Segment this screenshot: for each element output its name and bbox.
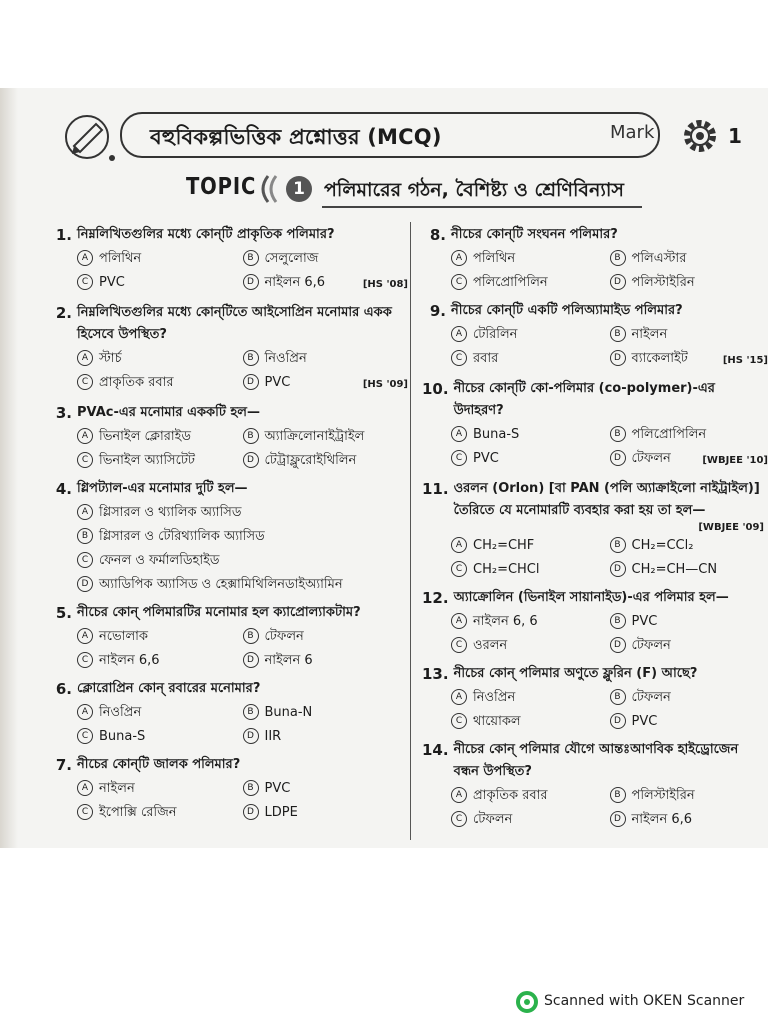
option-letter-icon: C — [77, 552, 93, 568]
question-number: 12. — [422, 589, 449, 607]
options-grid — [422, 325, 768, 371]
option-text: টেরিলিন — [473, 327, 518, 342]
question-text: নিম্নলিখিতগুলির মধ্যে কোন্‌টি প্রাকৃতিক পলিমার? — [77, 227, 335, 242]
option-letter-icon: C — [451, 561, 467, 577]
question-block — [422, 739, 768, 830]
option-text: PVC — [264, 375, 291, 390]
option-letter-icon: B — [610, 537, 626, 553]
question-head — [48, 754, 408, 776]
option-item — [243, 727, 409, 747]
option-letter-icon: B — [243, 780, 259, 796]
option-item — [243, 349, 409, 369]
question-head — [422, 739, 768, 783]
right-column — [422, 224, 768, 837]
question-number: 8. — [429, 226, 446, 244]
option-text: পলিপ্রোপিলিন — [631, 427, 707, 442]
option-item — [451, 325, 610, 345]
option-text: সেলুলোজ — [264, 251, 319, 266]
option-letter-icon: A — [77, 780, 93, 796]
question-head — [48, 602, 408, 624]
option-text: নাইলন 6,6 — [99, 653, 160, 668]
question-head — [422, 663, 768, 685]
option-item — [451, 425, 610, 445]
option-text: Buna-S — [99, 729, 146, 744]
option-letter-icon: A — [451, 537, 467, 553]
mark-label: Mark — [610, 122, 655, 143]
option-item — [451, 349, 610, 371]
option-item — [451, 249, 610, 269]
question-text: অ্যাক্রোলিন (ভিনাইল সায়ানাইড)-এর পলিমার হল— — [453, 590, 729, 605]
question-number: 3. — [55, 404, 72, 422]
option-item — [610, 536, 768, 556]
option-text: টেফলন — [264, 629, 304, 644]
option-text: নাইলন 6,6 — [631, 812, 693, 827]
option-text: ইপোক্সি রেজিন — [99, 805, 177, 820]
option-letter-icon: B — [243, 628, 259, 644]
option-letter-icon: A — [77, 704, 93, 720]
option-item — [243, 249, 409, 269]
option-letter-icon: C — [451, 637, 467, 653]
option-text: টেফলন — [631, 638, 671, 653]
question-block — [48, 678, 408, 747]
option-text: পলিথিন — [473, 251, 516, 266]
option-item — [77, 349, 243, 369]
question-block — [48, 478, 408, 595]
option-letter-icon: D — [243, 374, 259, 390]
option-item — [243, 273, 409, 295]
topic-underline — [322, 206, 642, 208]
option-letter-icon: A — [451, 787, 467, 803]
option-text: CH₂=CCl₂ — [631, 538, 694, 553]
option-letter-icon: D — [243, 652, 259, 668]
option-item — [451, 786, 610, 806]
question-text: নীচের কোন্‌ পলিমার যৌগে আন্তঃআণবিক হাইড্রোজেন বন্ধন উপস্থিত? — [453, 742, 739, 779]
options-grid — [48, 703, 408, 747]
question-block — [48, 402, 408, 471]
option-text: পলিপ্রোপিলিন — [473, 275, 548, 290]
option-letter-icon: D — [243, 728, 259, 744]
option-letter-icon: A — [451, 689, 467, 705]
option-item — [243, 779, 409, 799]
option-text: PVC — [473, 451, 499, 466]
options-grid — [48, 503, 408, 595]
option-item — [451, 612, 610, 632]
option-letter-icon: D — [610, 350, 626, 366]
option-text: পলিএস্টার — [631, 251, 687, 266]
option-text: CH₂=CHCl — [473, 562, 540, 577]
option-text: নাইলন 6,6 — [264, 275, 326, 290]
option-text: গ্লিসারল ও টেরিথ্যালিক অ্যাসিড — [99, 529, 265, 544]
question-text: নিম্নলিখিতগুলির মধ্যে কোন্‌টিতে আইসোপ্রিন মনোমার একক হিসেবে উপস্থিত? — [77, 305, 392, 342]
option-letter-icon: B — [610, 787, 626, 803]
question-text: গ্লিপট্যাল-এর মনোমার দুটি হল— — [77, 481, 248, 496]
option-letter-icon: C — [77, 274, 93, 290]
question-head — [48, 678, 408, 700]
pencil-icon — [62, 112, 116, 162]
option-letter-icon: D — [243, 274, 259, 290]
option-item — [610, 349, 768, 371]
option-letter-icon: C — [451, 350, 467, 366]
question-source: [WBJEE '09] — [698, 522, 764, 533]
option-letter-icon: A — [77, 628, 93, 644]
option-item — [451, 536, 610, 556]
question-block — [48, 754, 408, 823]
option-letter-icon: B — [610, 613, 626, 629]
question-number: 14. — [422, 741, 449, 759]
option-letter-icon: A — [451, 326, 467, 342]
option-letter-icon: C — [77, 452, 93, 468]
option-item — [610, 612, 768, 632]
option-text: অ্যাডিপিক অ্যাসিড ও হেক্সামিথিলিনডাইঅ্যামিন — [99, 577, 343, 592]
option-letter-icon: A — [77, 428, 93, 444]
question-number: 6. — [55, 680, 72, 698]
scanner-text: Scanned with OKEN Scanner — [544, 993, 745, 1009]
option-letter-icon: A — [77, 250, 93, 266]
question-text: ওরলন (Orlon) [বা PAN (পলি অ্যাক্রাইলো নাইট্রাইল)] তৈরিতে যে মনোমারটি ব্যবহার করা হয় তা হল— — [453, 481, 760, 518]
option-item — [610, 325, 768, 345]
option-letter-icon: B — [243, 704, 259, 720]
option-letter-icon: B — [243, 428, 259, 444]
question-block — [422, 587, 768, 656]
question-head — [422, 224, 768, 246]
option-item — [451, 449, 610, 471]
option-item — [77, 527, 408, 547]
scanner-logo-icon — [516, 991, 538, 1013]
question-block — [48, 224, 408, 295]
options-grid — [422, 249, 768, 293]
option-item — [610, 425, 768, 445]
option-source: [HS '15] — [722, 355, 768, 366]
question-number: 9. — [429, 302, 446, 320]
mark-value: 1 — [728, 124, 742, 148]
option-item — [610, 810, 768, 830]
option-item — [243, 803, 409, 823]
options-grid — [48, 427, 408, 471]
question-text: PVAc-এর মনোমার এককটি হল— — [77, 405, 260, 420]
option-item — [610, 712, 768, 732]
question-block — [422, 378, 768, 471]
option-letter-icon: B — [243, 250, 259, 266]
option-item — [77, 703, 243, 723]
option-letter-icon: A — [451, 613, 467, 629]
option-letter-icon: C — [451, 450, 467, 466]
option-letter-icon: C — [451, 274, 467, 290]
option-item — [610, 273, 768, 293]
question-text: নীচের কোন্‌টি একটি পলিঅ্যামাইড পলিমার? — [451, 303, 683, 318]
option-item — [77, 503, 408, 523]
option-letter-icon: B — [610, 689, 626, 705]
option-letter-icon: D — [77, 576, 93, 592]
option-letter-icon: B — [243, 350, 259, 366]
option-letter-icon: D — [243, 452, 259, 468]
option-text: নাইলন — [631, 327, 668, 342]
option-text: নিওপ্রিন — [473, 690, 516, 705]
option-letter-icon: C — [451, 811, 467, 827]
left-column — [48, 224, 408, 830]
options-grid — [48, 779, 408, 823]
option-text: রবার — [473, 351, 499, 366]
question-number: 4. — [55, 480, 72, 498]
option-text: টেফলন — [631, 451, 671, 466]
option-letter-icon: A — [77, 350, 93, 366]
gear-icon — [680, 116, 720, 156]
question-number: 2. — [55, 304, 72, 322]
option-text: টেফলন — [473, 812, 513, 827]
options-grid — [422, 425, 768, 471]
question-head — [48, 302, 408, 346]
options-grid — [48, 249, 408, 295]
option-item — [243, 373, 409, 395]
option-item — [451, 636, 610, 656]
option-item — [77, 779, 243, 799]
option-text: নাইলন — [99, 781, 135, 796]
option-text: অ্যাক্রিলোনাইট্রাইল — [264, 429, 365, 444]
option-text: ওরলন — [473, 638, 508, 653]
options-grid — [48, 349, 408, 395]
question-number: 1. — [55, 226, 72, 244]
options-grid — [422, 688, 768, 732]
page-edge — [0, 88, 18, 848]
option-text: গ্লিসারল ও থ্যালিক অ্যাসিড — [99, 505, 242, 520]
option-item — [243, 651, 409, 671]
question-number: 5. — [55, 604, 72, 622]
option-text: ব্যাকেলাইট — [631, 351, 688, 366]
question-block — [422, 663, 768, 732]
option-letter-icon: C — [77, 804, 93, 820]
option-source: [HS '08] — [362, 279, 408, 290]
options-grid — [422, 536, 768, 580]
question-number: 11. — [422, 480, 449, 498]
option-text: পলিস্টাইরিন — [631, 275, 695, 290]
question-head — [48, 478, 408, 500]
option-text: প্রাকৃতিক রবার — [473, 788, 548, 803]
question-head — [422, 378, 768, 422]
option-letter-icon: B — [610, 426, 626, 442]
question-block — [48, 602, 408, 671]
option-text: নাইলন 6, 6 — [473, 614, 538, 629]
question-block — [422, 478, 768, 580]
option-item — [77, 551, 408, 571]
option-text: নিওপ্রিন — [99, 705, 142, 720]
option-letter-icon: A — [77, 504, 93, 520]
question-head — [422, 300, 768, 322]
option-text: PVC — [631, 614, 658, 629]
option-item — [451, 273, 610, 293]
option-letter-icon: D — [610, 561, 626, 577]
option-item — [451, 560, 610, 580]
question-number: 10. — [422, 380, 449, 398]
option-letter-icon: B — [610, 250, 626, 266]
section-title: বহুবিকল্পভিত্তিক প্রশ্নোত্তর (MCQ) — [150, 125, 442, 149]
option-text: পলিথিন — [99, 251, 142, 266]
option-item — [77, 273, 243, 295]
option-item — [610, 449, 768, 471]
option-item — [243, 427, 409, 447]
option-item — [451, 688, 610, 708]
question-head — [422, 587, 768, 609]
option-text: PVC — [631, 714, 658, 729]
option-text: থায়োকল — [473, 714, 521, 729]
options-grid — [422, 786, 768, 830]
option-letter-icon: A — [451, 250, 467, 266]
topic-title: পলিমারের গঠন, বৈশিষ্ট্য ও শ্রেণিবিন্যাস — [324, 179, 624, 201]
option-letter-icon: B — [77, 528, 93, 544]
topic-number: 1 — [286, 176, 312, 202]
option-letter-icon: D — [610, 637, 626, 653]
option-item — [610, 560, 768, 580]
option-item — [243, 627, 409, 647]
option-item — [77, 727, 243, 747]
option-source: [WBJEE '10] — [702, 455, 768, 466]
option-letter-icon: D — [610, 450, 626, 466]
option-text: CH₂=CH—CN — [631, 562, 718, 577]
option-item — [610, 688, 768, 708]
question-text: নীচের কোন্‌টি কো-পলিমার (co-polymer)-এর উদাহরণ? — [453, 381, 715, 418]
question-number: 13. — [422, 665, 449, 683]
option-text: স্টার্চ — [99, 351, 122, 366]
option-source: [HS '09] — [362, 379, 408, 390]
option-letter-icon: B — [610, 326, 626, 342]
option-letter-icon: D — [610, 811, 626, 827]
option-letter-icon: C — [77, 652, 93, 668]
option-text: Buna-S — [473, 427, 520, 442]
option-text: LDPE — [264, 805, 298, 820]
option-letter-icon: C — [77, 728, 93, 744]
question-block — [422, 300, 768, 371]
question-block — [422, 224, 768, 293]
option-text: ভিনাইল অ্যাসিটেট — [99, 453, 196, 468]
option-letter-icon: D — [610, 713, 626, 729]
option-text: পলিস্টাইরিন — [631, 788, 695, 803]
question-number: 7. — [55, 756, 72, 774]
option-item — [610, 636, 768, 656]
option-item — [243, 451, 409, 471]
option-letter-icon: D — [243, 804, 259, 820]
option-text: Buna-N — [264, 705, 313, 720]
option-text: CH₂=CHF — [473, 538, 535, 553]
option-text: নিওপ্রিন — [264, 351, 307, 366]
question-text: ক্লোরোপ্রিন কোন্‌ রবারের মনোমার? — [77, 681, 261, 696]
option-item — [77, 651, 243, 671]
option-item — [610, 249, 768, 269]
option-item — [451, 810, 610, 830]
option-letter-icon: D — [610, 274, 626, 290]
question-text: নীচের কোন্‌ পলিমারটির মনোমার হল ক্যাপ্রোল্যাকটাম? — [77, 605, 361, 620]
option-text: IIR — [264, 729, 282, 744]
option-item — [77, 575, 408, 595]
option-text: ভিনাইল ক্লোরাইড — [99, 429, 191, 444]
topic-label: TOPIC — [186, 174, 257, 200]
column-divider — [410, 222, 411, 840]
option-text: নভোলাক — [99, 629, 148, 644]
section-banner — [62, 108, 752, 164]
question-text: নীচের কোন্‌টি সংঘনন পলিমার? — [451, 227, 618, 242]
option-text: টেট্রাফ্লুরোইথিলিন — [264, 453, 357, 468]
question-text: নীচের কোন্‌টি জালক পলিমার? — [77, 757, 241, 772]
options-grid — [48, 627, 408, 671]
option-letter-icon: A — [451, 426, 467, 442]
option-item — [77, 803, 243, 823]
option-item — [77, 451, 243, 471]
question-block — [48, 302, 408, 395]
option-text: PVC — [264, 781, 291, 796]
option-item — [77, 249, 243, 269]
option-item — [610, 786, 768, 806]
option-item — [77, 427, 243, 447]
option-item — [77, 373, 243, 395]
option-text: PVC — [99, 275, 125, 290]
option-item — [451, 712, 610, 732]
option-text: নাইলন 6 — [264, 653, 313, 668]
option-item — [243, 703, 409, 723]
option-item — [77, 627, 243, 647]
topic-heading — [186, 170, 656, 210]
option-text: টেফলন — [631, 690, 671, 705]
option-text: প্রাকৃতিক রবার — [99, 375, 174, 390]
question-head — [422, 478, 768, 522]
question-text: নীচের কোন্‌ পলিমার অণুতে ফ্লুরিন (F) আছে? — [453, 666, 698, 681]
question-head — [48, 402, 408, 424]
option-letter-icon: C — [77, 374, 93, 390]
option-text: ফেনল ও ফর্মালডিহাইড — [99, 553, 220, 568]
options-grid — [422, 612, 768, 656]
option-letter-icon: C — [451, 713, 467, 729]
question-head — [48, 224, 408, 246]
